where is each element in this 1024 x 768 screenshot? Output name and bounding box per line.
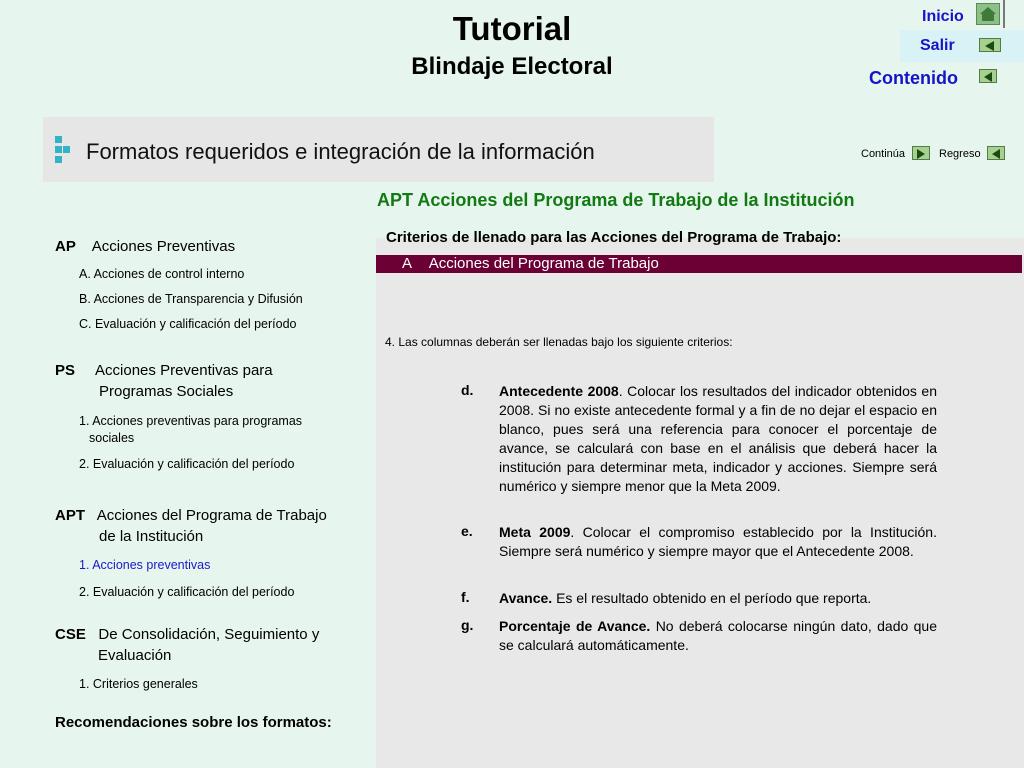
exit-arrow-icon[interactable] [979, 38, 1001, 52]
section-title-line: Acciones Preventivas [91, 238, 236, 255]
section-code: PS [55, 362, 76, 379]
criterios-title: Criterios de llenado para las Acciones del Programa de Trabajo: [386, 229, 842, 246]
salir-highlight [900, 30, 1024, 62]
home-icon[interactable] [976, 3, 1000, 25]
nav-divider [1003, 0, 1005, 28]
sidebar-item[interactable]: C. Evaluación y calificación del período [79, 317, 297, 331]
section-title-line: Evaluación [98, 647, 172, 664]
item-letter: f. [461, 589, 470, 605]
sidebar-section-ps[interactable] [55, 362, 273, 379]
sidebar-item[interactable]: 1. Criterios generales [79, 677, 198, 691]
item-letter: d. [461, 382, 474, 398]
contenido-arrow-icon[interactable] [979, 69, 997, 83]
sidebar-item[interactable]: 2. Evaluación y calificación del período [79, 585, 295, 599]
item-letter: e. [461, 523, 473, 539]
section-title-line: Acciones Preventivas para [95, 362, 273, 379]
continua-link[interactable]: Continúa [861, 148, 906, 160]
content-heading: APT Acciones del Programa de Trabajo de la Institución [377, 190, 855, 210]
sidebar-item[interactable]: A. Acciones de control interno [79, 267, 245, 281]
page-subtitle: Blindaje Electoral [411, 53, 613, 80]
sidebar-item-active[interactable]: 1. Acciones preventivas [79, 558, 211, 572]
item-letter: g. [461, 617, 474, 633]
sidebar-item[interactable]: B. Acciones de Transparencia y Difusión [79, 292, 303, 306]
sidebar-section-ap[interactable] [55, 238, 235, 255]
page-title: Tutorial [452, 10, 572, 47]
section-code: AP [55, 238, 76, 255]
recomendaciones-link[interactable]: Recomendaciones sobre los formatos: [55, 714, 332, 731]
back-arrow-icon[interactable] [987, 146, 1005, 160]
criteria-item: Avance. Es el resultado obtenido en el período que reporta. [499, 590, 872, 606]
content-panel [376, 238, 1024, 768]
section-title-line: Acciones del Programa de Trabajo [96, 507, 327, 524]
bullet-icon [55, 136, 75, 166]
sidebar-item[interactable]: 2. Evaluación y calificación del período [79, 457, 295, 471]
section-bar-label: A Acciones del Programa de Trabajo [402, 255, 659, 272]
sidebar-section-cse[interactable] [55, 626, 319, 643]
section-code: CSE [55, 626, 86, 643]
section-code: APT [55, 507, 85, 524]
intro-text: 4. Las columnas deberán ser llenadas bajo los siguiente criterios: [385, 335, 733, 349]
section-title: Formatos requeridos e integración de la información [86, 139, 595, 164]
section-title-line: Programas Sociales [99, 383, 234, 400]
criteria-item: Porcentaje de Avance. No deberá colocarse ningún dato, dado que se calculará automáticamente. [499, 618, 937, 653]
criteria-item: Meta 2009. Colocar el compromiso establecido por la Institución. Siempre será numérico y siempre mayor que el Antecedente 2008. [499, 524, 937, 559]
section-title-line: de la Institución [99, 528, 204, 545]
sidebar-item[interactable]: 1. Acciones preventivas para programas [79, 414, 303, 428]
sidebar-section-apt[interactable] [55, 507, 327, 524]
sidebar-item[interactable]: sociales [89, 431, 135, 445]
next-arrow-icon[interactable] [912, 146, 930, 160]
contenido-link[interactable]: Contenido [869, 68, 958, 88]
section-title-line: De Consolidación, Seguimiento y [98, 626, 320, 643]
salir-link[interactable]: Salir [920, 37, 955, 54]
criteria-item: Antecedente 2008. Colocar los resultados del indicador obtenidos en 2008. Si no existe antecedente formal y a fin de no dejar el espacio en blanco, pues será una referencia para conocer el porcentaje de avance, se calculará con base en el análisis que deberá hacer la institución para determinar meta, indicador y acciones. Siempre será numérico y siempre menor que la Meta 2009. [499, 383, 937, 494]
inicio-link[interactable]: Inicio [922, 8, 964, 25]
regreso-link[interactable]: Regreso [939, 148, 981, 160]
